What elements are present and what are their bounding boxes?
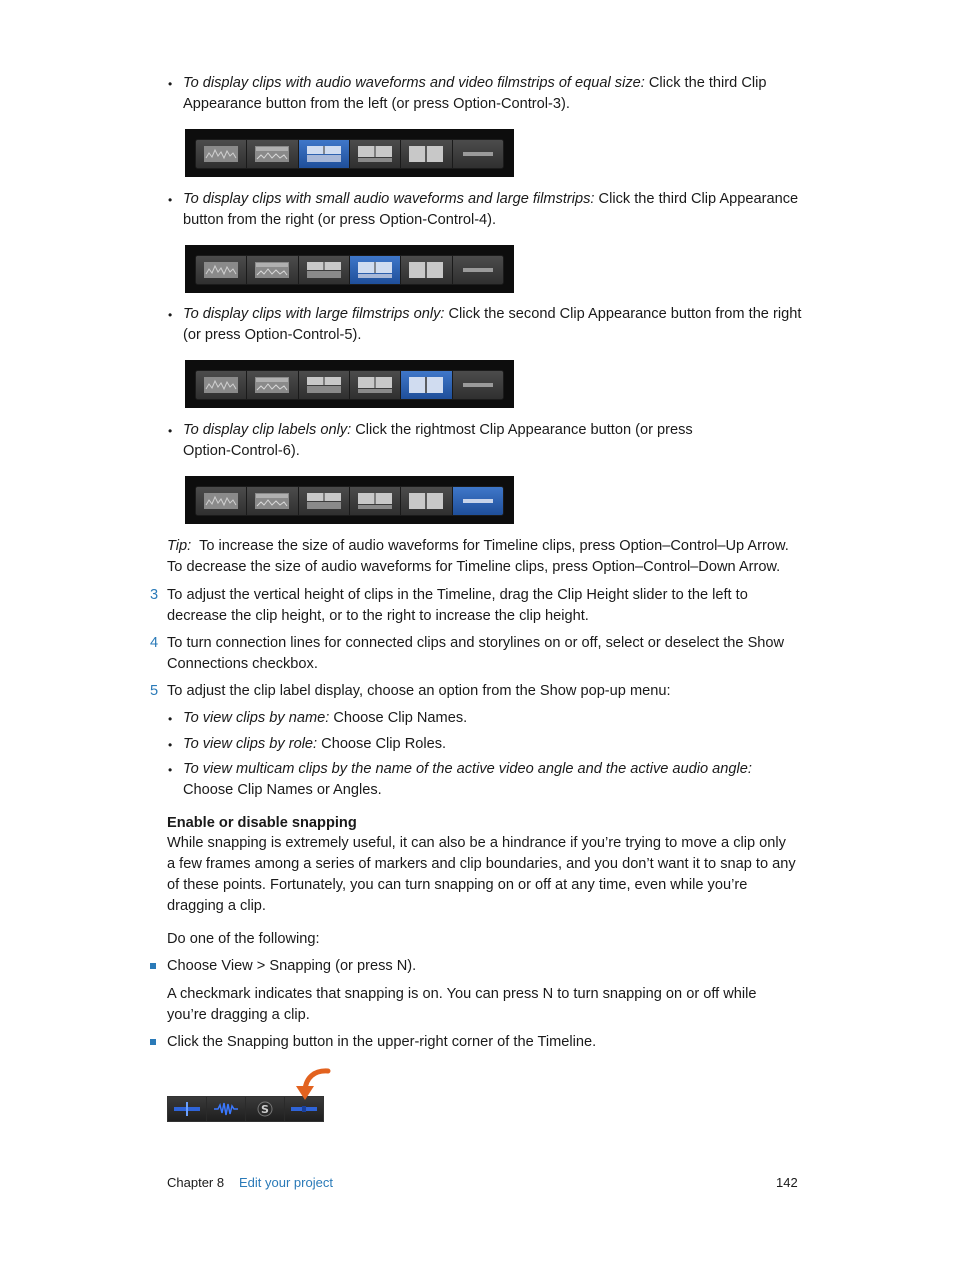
equal-size-button[interactable] bbox=[299, 371, 350, 399]
filmstrip-only-icon bbox=[409, 493, 443, 509]
equal-size-button[interactable] bbox=[299, 140, 350, 168]
labels-only-button[interactable] bbox=[453, 487, 503, 515]
sub-bullet-text: Choose Clip Roles. bbox=[317, 736, 447, 752]
sub-bullet-lead: To view clips by name: bbox=[183, 710, 330, 726]
labels-only-icon bbox=[461, 377, 495, 393]
equal-size-icon bbox=[307, 493, 341, 509]
skimming-icon bbox=[174, 1102, 200, 1116]
large-filmstrip-small-waveform-icon bbox=[358, 377, 392, 393]
filmstrip-only-button[interactable] bbox=[401, 487, 452, 515]
bullet-item bbox=[183, 189, 803, 231]
bullet-marker: • bbox=[168, 193, 173, 207]
waveform-only-button[interactable] bbox=[196, 487, 247, 515]
skimming-button[interactable] bbox=[168, 1097, 207, 1121]
equal-size-button[interactable] bbox=[299, 256, 350, 284]
large-filmstrip-small-waveform-button[interactable] bbox=[350, 256, 401, 284]
sub-bullet-lead: To view multicam clips by the name of the active video angle and the active audio angle: bbox=[183, 761, 752, 777]
filmstrip-only-icon bbox=[409, 262, 443, 278]
sub-bullet-text: Choose Clip Names. bbox=[329, 710, 468, 726]
bullet-lead: To display clip labels only: bbox=[183, 422, 352, 438]
large-waveform-button[interactable] bbox=[247, 487, 298, 515]
step-text: To adjust the vertical height of clips in the Timeline, drag the Clip Height slider to the left to decrease the clip height, or to the right to increase the clip height. bbox=[167, 587, 748, 624]
large-filmstrip-small-waveform-button[interactable] bbox=[350, 140, 401, 168]
filmstrip-only-button[interactable] bbox=[401, 256, 452, 284]
snapping-body: While snapping is extremely useful, it can also be a hindrance if you’re trying to move a clip only a few frames among a series of markers and clip boundaries, and you don’t want it to snap to any of these points. Fortunately, you can turn snapping on or off at any time, even while you’re dragging a clip. bbox=[167, 835, 796, 914]
bullet-text: Click the third Clip Appearance button from the left (or press Option-Control-3). bbox=[183, 75, 767, 112]
step-number: 5 bbox=[150, 683, 159, 699]
large-filmstrip-small-waveform-icon bbox=[358, 262, 392, 278]
page-number: 142 bbox=[776, 1175, 798, 1190]
tip-text: To increase the size of audio waveforms for Timeline clips, press Option–Control–Up Arrow. To decrease the size of audio waveforms for Timeline clips, press Option–Control–Down Arrow. bbox=[167, 538, 789, 575]
waveform-only-icon bbox=[204, 493, 238, 509]
bullet-item bbox=[183, 73, 803, 115]
large-waveform-icon bbox=[255, 146, 289, 162]
large-filmstrip-small-waveform-icon bbox=[358, 493, 392, 509]
filmstrip-only-button[interactable] bbox=[401, 371, 452, 399]
step-number: 4 bbox=[150, 635, 159, 651]
bullet-marker: • bbox=[168, 308, 173, 322]
waveform-only-icon bbox=[204, 377, 238, 393]
clip-appearance-buttons bbox=[195, 370, 504, 400]
labels-only-button[interactable] bbox=[453, 140, 503, 168]
waveform-only-button[interactable] bbox=[196, 140, 247, 168]
filmstrip-only-icon bbox=[409, 146, 443, 162]
sub-bullet-lead: To view clips by role: bbox=[183, 736, 318, 752]
large-waveform-button[interactable] bbox=[247, 371, 298, 399]
step-text: To turn connection lines for connected clips and storylines on or off, select or deselect the Show Connections checkbox. bbox=[167, 635, 785, 672]
section-heading: Enable or disable snapping bbox=[167, 815, 357, 831]
bullet-marker: • bbox=[168, 763, 173, 777]
labels-only-button[interactable] bbox=[453, 371, 503, 399]
clip-appearance-buttons bbox=[195, 486, 504, 516]
square-bullet-icon bbox=[150, 963, 156, 969]
snapping-option-note: A checkmark indicates that snapping is on. You can press N to turn snapping on or off while you’re dragging a clip. bbox=[167, 986, 757, 1023]
equal-size-icon bbox=[307, 262, 341, 278]
sub-bullet-text: Choose Clip Names or Angles. bbox=[183, 782, 382, 798]
sub-bullet-item bbox=[183, 759, 803, 801]
bullet-marker: • bbox=[168, 77, 173, 91]
labels-only-icon bbox=[461, 262, 495, 278]
filmstrip-only-icon bbox=[409, 377, 443, 393]
bullet-marker: • bbox=[168, 712, 173, 726]
clip-appearance-buttons bbox=[195, 255, 504, 285]
large-filmstrip-small-waveform-button[interactable] bbox=[350, 487, 401, 515]
tip-paragraph bbox=[167, 536, 797, 578]
square-bullet-icon bbox=[150, 1039, 156, 1045]
clip-appearance-bar bbox=[185, 476, 514, 524]
bullet-item bbox=[183, 420, 698, 462]
bullet-lead: To display clips with audio waveforms and video filmstrips of equal size: bbox=[183, 75, 645, 91]
clip-appearance-bar bbox=[185, 245, 514, 293]
callout-arrow-icon bbox=[288, 1068, 332, 1104]
clip-appearance-bar bbox=[185, 129, 514, 177]
bullet-marker: • bbox=[168, 738, 173, 752]
sub-bullet-item bbox=[183, 708, 803, 729]
waveform-only-icon bbox=[204, 262, 238, 278]
footer-chapter-link[interactable]: Edit your project bbox=[239, 1175, 333, 1190]
labels-only-icon bbox=[461, 146, 495, 162]
snapping-option: Click the Snapping button in the upper-right corner of the Timeline. bbox=[167, 1034, 597, 1050]
equal-size-icon bbox=[307, 377, 341, 393]
bullet-lead: To display clips with large filmstrips only: bbox=[183, 306, 445, 322]
sub-bullet-item bbox=[183, 734, 803, 755]
snapping-intro: Do one of the following: bbox=[167, 931, 320, 947]
bullet-text: Click the rightmost Clip Appearance button (or press Option-Control-6). bbox=[183, 422, 693, 459]
equal-size-icon bbox=[307, 146, 341, 162]
audio-skimming-icon bbox=[213, 1102, 239, 1116]
waveform-only-button[interactable] bbox=[196, 371, 247, 399]
bullet-lead: To display clips with small audio waveforms and large filmstrips: bbox=[183, 191, 595, 207]
large-filmstrip-small-waveform-icon bbox=[358, 146, 392, 162]
filmstrip-only-button[interactable] bbox=[401, 140, 452, 168]
snapping-icon bbox=[291, 1102, 317, 1116]
step-text: To adjust the clip label display, choose an option from the Show pop-up menu: bbox=[167, 683, 671, 699]
snapping-option: Choose View > Snapping (or press N). bbox=[167, 958, 417, 974]
equal-size-button[interactable] bbox=[299, 487, 350, 515]
large-waveform-icon bbox=[255, 377, 289, 393]
waveform-only-icon bbox=[204, 146, 238, 162]
bullet-item bbox=[183, 304, 803, 346]
step-number: 3 bbox=[150, 587, 159, 603]
solo-glyph: S bbox=[261, 1103, 269, 1116]
solo-button[interactable] bbox=[246, 1097, 285, 1121]
bullet-text: Click the third Clip Appearance button from the right (or press Option-Control-4). bbox=[183, 191, 799, 228]
bullet-marker: • bbox=[168, 424, 173, 438]
large-waveform-button[interactable] bbox=[247, 140, 298, 168]
large-waveform-icon bbox=[255, 262, 289, 278]
solo-icon bbox=[252, 1101, 278, 1117]
waveform-only-button[interactable] bbox=[196, 256, 247, 284]
footer-chapter-label: Chapter 8 bbox=[167, 1175, 225, 1190]
audio-skimming-button[interactable] bbox=[207, 1097, 246, 1121]
large-waveform-icon bbox=[255, 493, 289, 509]
clip-appearance-buttons bbox=[195, 139, 504, 169]
large-filmstrip-small-waveform-button[interactable] bbox=[350, 371, 401, 399]
bullet-text: Click the second Clip Appearance button from the right (or press Option-Control-5). bbox=[183, 306, 802, 343]
clip-appearance-bar bbox=[185, 360, 514, 408]
tip-label: Tip: bbox=[167, 538, 192, 554]
large-waveform-button[interactable] bbox=[247, 256, 298, 284]
labels-only-icon bbox=[461, 493, 495, 509]
labels-only-button[interactable] bbox=[453, 256, 503, 284]
